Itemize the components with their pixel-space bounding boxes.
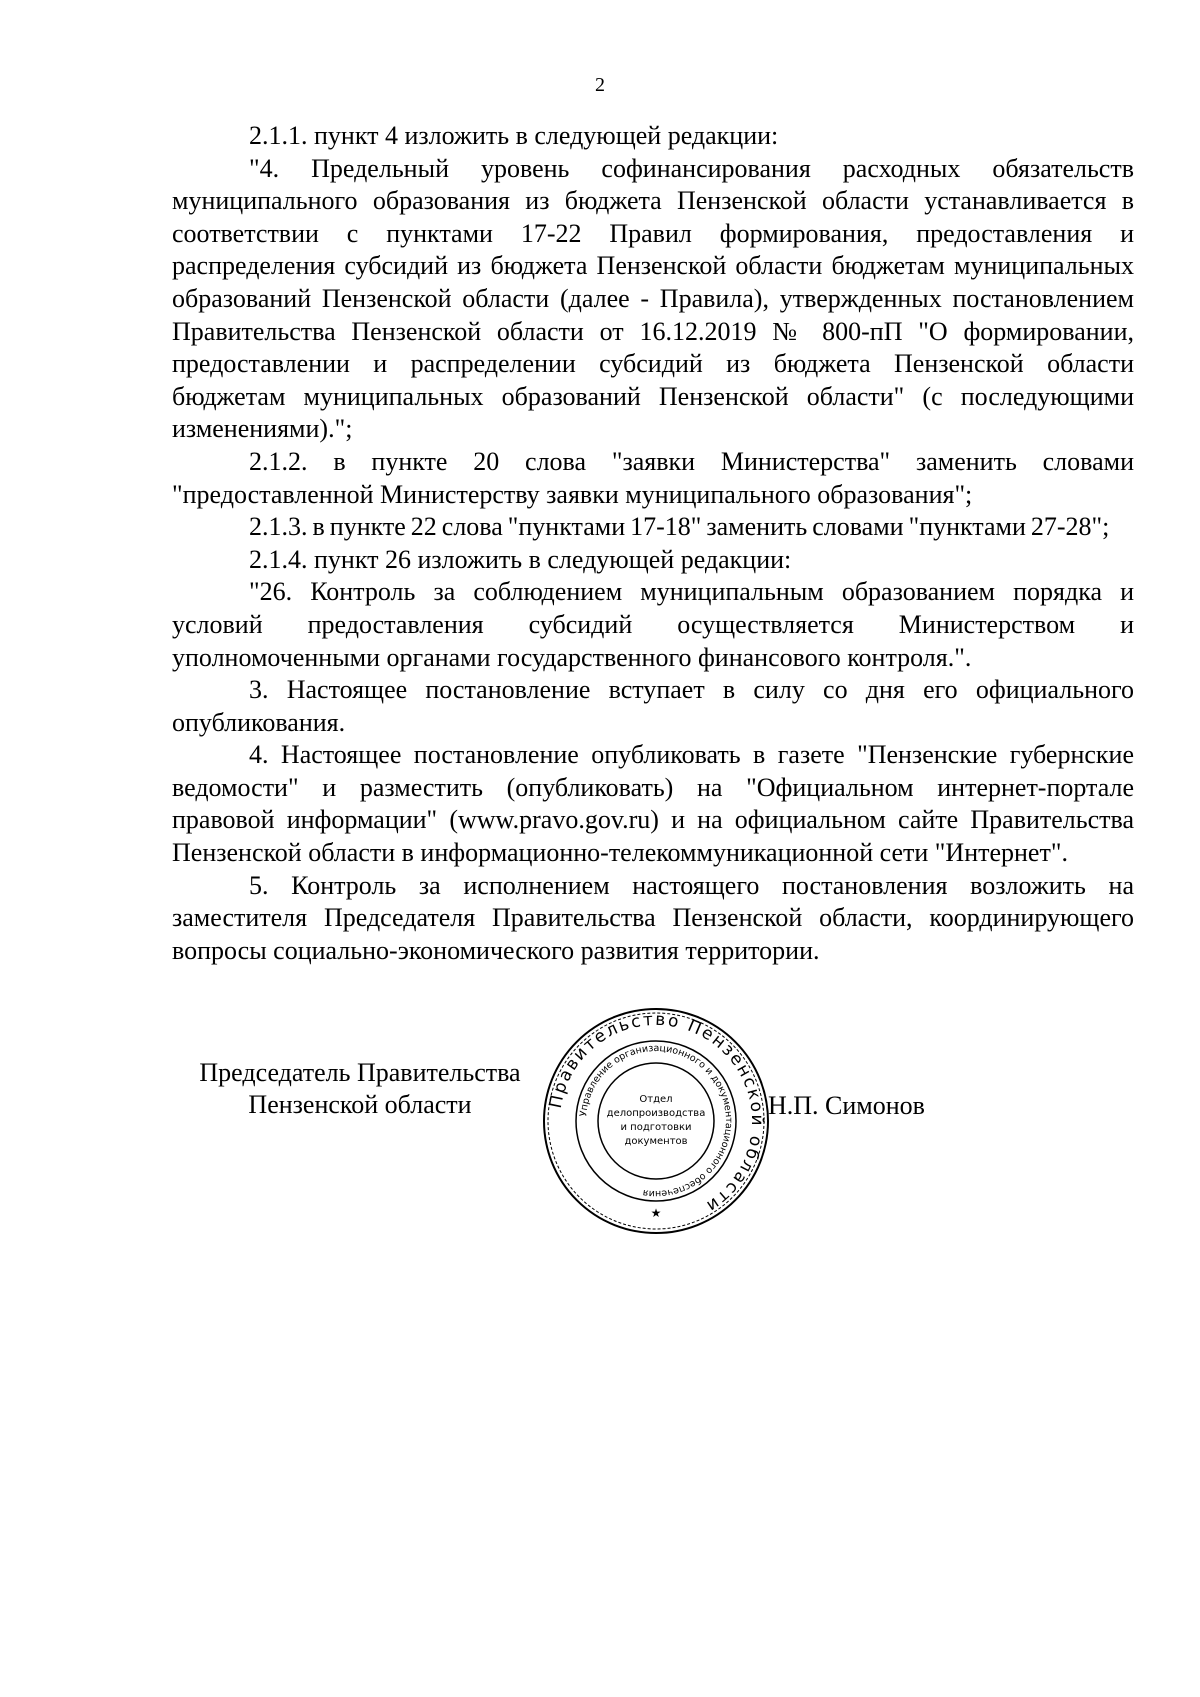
seal-star-icon: ★: [650, 1206, 662, 1220]
signatory-position: [160, 1057, 560, 1121]
signatory-position-line1: Председатель Правительства: [199, 1058, 521, 1087]
paragraph-2-1-2: 2.1.2. в пункте 20 слова "заявки Министерства" заменить словами "предоставленной Министерству заявки муниципального образования";: [172, 446, 1134, 509]
paragraph-2-1-4: 2.1.4. пункт 26 изложить в следующей редакции:: [249, 544, 792, 574]
official-seal: [540, 1005, 772, 1237]
paragraph-point-26-text: "26. Контроль за соблюдением муниципальным образованием порядка и условий предоставления субсидий осуществляется Министерством и уполномоченными органами государственного финансового контроля.".: [172, 577, 1134, 672]
paragraph-5: 5. Контроль за исполнением настоящего постановления возложить на заместителя Председателя Правительства Пензенской области, координирующего вопросы социально-экономического развития территории.: [172, 870, 1134, 965]
paragraph-4: 4. Настоящее постановление опубликовать в газете "Пензенские губернские ведомости" и разместить (опубликовать) на "Официальном интернет-портале правовой информации" (www.pravo.gov.ru) и на официальном сайте Правительства Пензенской области в информационно-телекоммуникационной сети "Интернет".: [172, 740, 1134, 868]
seal-outer-text: Правительство Пензенской области: [545, 1009, 768, 1217]
seal-center-line-4: документов: [624, 1136, 688, 1147]
document-body: [172, 120, 1134, 967]
paragraph-2-1-3: 2.1.3. в пункте 22 слова "пунктами 17-18" заменить словами "пунктами 27-28";: [249, 512, 1110, 542]
seal-center-line-3: и подготовки: [620, 1122, 692, 1133]
seal-center-line-2: делопроизводства: [606, 1108, 706, 1119]
seal-center-line-1: Отдел: [639, 1094, 673, 1105]
paragraph-2-1-1: 2.1.1. пункт 4 изложить в следующей редакции:: [249, 121, 779, 150]
signatory-position-line2: Пензенской области: [248, 1090, 472, 1119]
seal-middle-text: Управление организационного и документационного обеспечения: [578, 1042, 735, 1200]
page-number: 2: [595, 74, 605, 96]
seal-graphic: [540, 1005, 772, 1237]
paragraph-point-4-text: "4. Предельный уровень софинансирования расходных обязательств муниципального образования из бюджета Пензенской области устанавливается в соответствии с пунктами 17-22 Правил формирования, предоставления и распределения субсидий из бюджета Пензенской области бюджетам муниципальных образований Пензенской области (далее - Правила), утвержденных постановлением Правительства Пензенской области от 16.12.2019 № 800-пП "О формировании, предоставлении и распределении субсидий из бюджета Пензенской области бюджетам муниципальных образований Пензенской области" (с последующими изменениями).";: [172, 153, 1134, 444]
paragraph-3: 3. Настоящее постановление вступает в силу со дня его официального опубликования.: [172, 675, 1134, 737]
signatory-name: Н.П. Симонов: [768, 1091, 925, 1120]
